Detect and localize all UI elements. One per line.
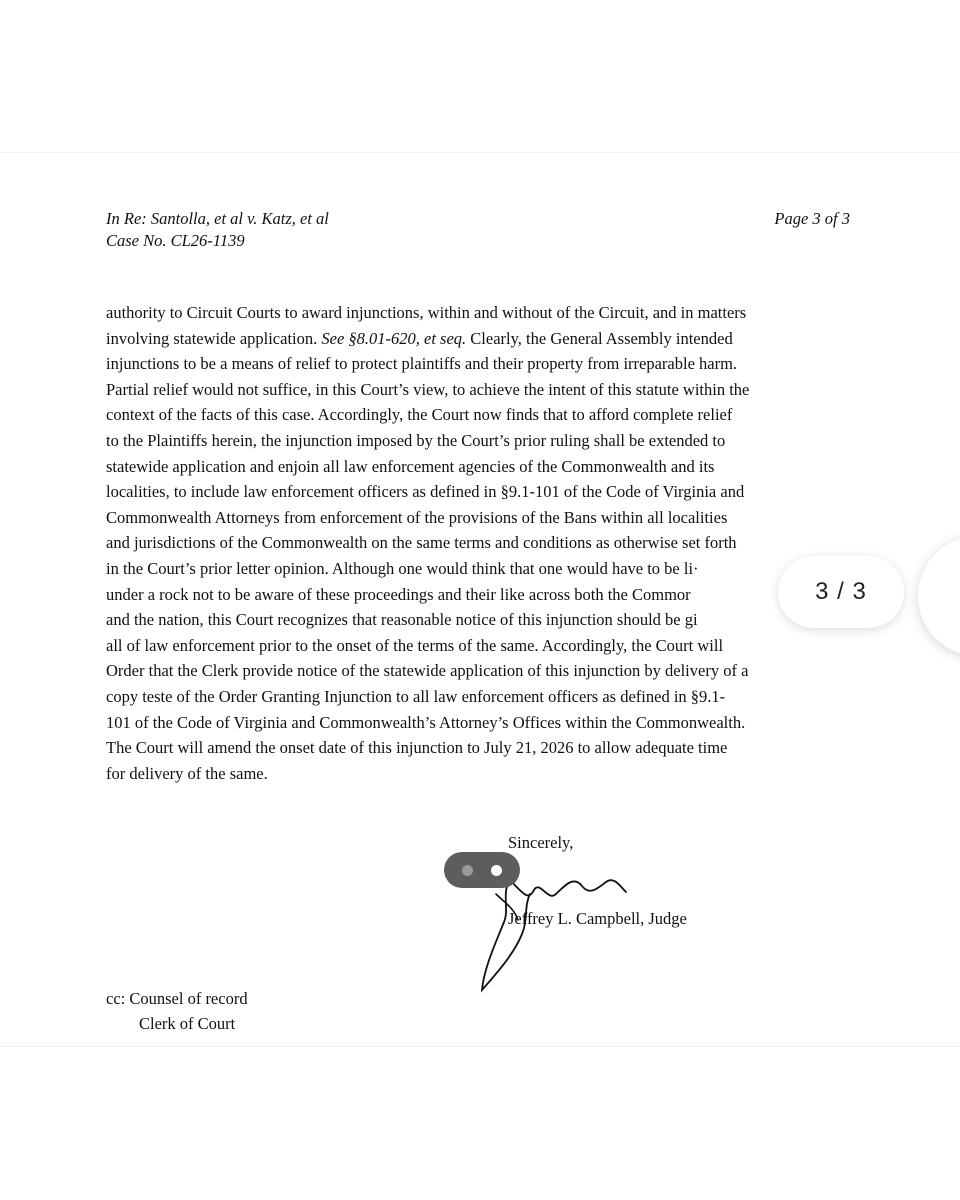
paper-top-edge: [0, 152, 960, 153]
statute-citation: See §8.01-620, et seq.: [321, 328, 467, 348]
body-line: for delivery of the same.: [106, 763, 268, 783]
slide-counter: 3 / 3: [778, 556, 904, 628]
body-line: Order that the Clerk provide notice of the statewide application of this injunction by delivery of a: [106, 661, 749, 681]
body-line: context of the facts of this case. Accordingly, the Court now finds that to afford complete relief: [106, 405, 733, 425]
body-line: to the Plaintiffs herein, the injunction imposed by the Court’s prior ruling shall be extended to: [106, 430, 726, 450]
body-line-segment: Clearly, the General Assembly intended: [470, 328, 733, 348]
body-line: and jurisdictions of the Commonwealth on the same terms and conditions as otherwise set forth: [106, 533, 737, 553]
body-line-segment: involving statewide application.: [106, 328, 318, 348]
body-line: injunctions to be a means of relief to protect plaintiffs and their property from irreparable harm.: [106, 354, 738, 374]
body-line: Commonwealth Attorneys from enforcement of the provisions of the Bans within all localities: [106, 507, 728, 527]
cc-recipient: Counsel of record: [129, 989, 248, 1008]
body-line: The Court will amend the onset date of this injunction to July 21, 2026 to allow adequate time: [106, 738, 728, 758]
body-line: [106, 326, 866, 352]
closing-salutation: Sincerely,: [508, 833, 574, 852]
body-line: and the nation, this Court recognizes that reasonable notice of this injunction should be gi: [106, 610, 698, 630]
cc-block: [106, 986, 248, 1036]
body-line: authority to Circuit Courts to award injunctions, within and without of the Circuit, and in matters: [106, 303, 747, 322]
case-caption: [106, 208, 329, 252]
case-number: Case No. CL26-1139: [106, 231, 245, 250]
slide-dot[interactable]: [462, 865, 473, 876]
signer-name: Jeffrey L. Campbell, Judge: [508, 909, 687, 928]
letter-body: [106, 300, 866, 786]
body-line: localities, to include law enforcement officers as defined in §9.1-101 of the Code of Virginia and: [106, 482, 745, 502]
body-line: copy teste of the Order Granting Injunction to all law enforcement officers as defined in §9.1-: [106, 686, 726, 706]
page-label: Page 3 of 3: [774, 209, 850, 228]
cc-recipient: Clerk of Court: [139, 1014, 236, 1033]
case-title: In Re: Santolla, et al v. Katz, et al: [106, 209, 329, 228]
body-line: Partial relief would not suffice, in this Court’s view, to achieve the intent of this statute within the: [106, 379, 750, 399]
body-line: under a rock not to be aware of these proceedings and their like across both the Commor: [106, 584, 691, 604]
slide-dot-active[interactable]: [491, 865, 502, 876]
body-line: all of law enforcement prior to the onset of the terms of the same. Accordingly, the Court will: [106, 635, 724, 655]
cc-label: cc:: [106, 989, 126, 1008]
body-line: in the Court’s prior letter opinion. Although one would think that one would have to be li·: [106, 558, 699, 578]
body-line: statewide application and enjoin all law enforcement agencies of the Commonwealth and its: [106, 456, 715, 476]
body-line: 101 of the Code of Virginia and Commonwealth’s Attorney’s Offices within the Commonwealth.: [106, 712, 746, 732]
cc-line: [106, 986, 248, 1011]
slide-dots[interactable]: [444, 852, 520, 888]
paper-bottom-edge: [0, 1046, 960, 1047]
next-slide-button[interactable]: [918, 536, 960, 656]
